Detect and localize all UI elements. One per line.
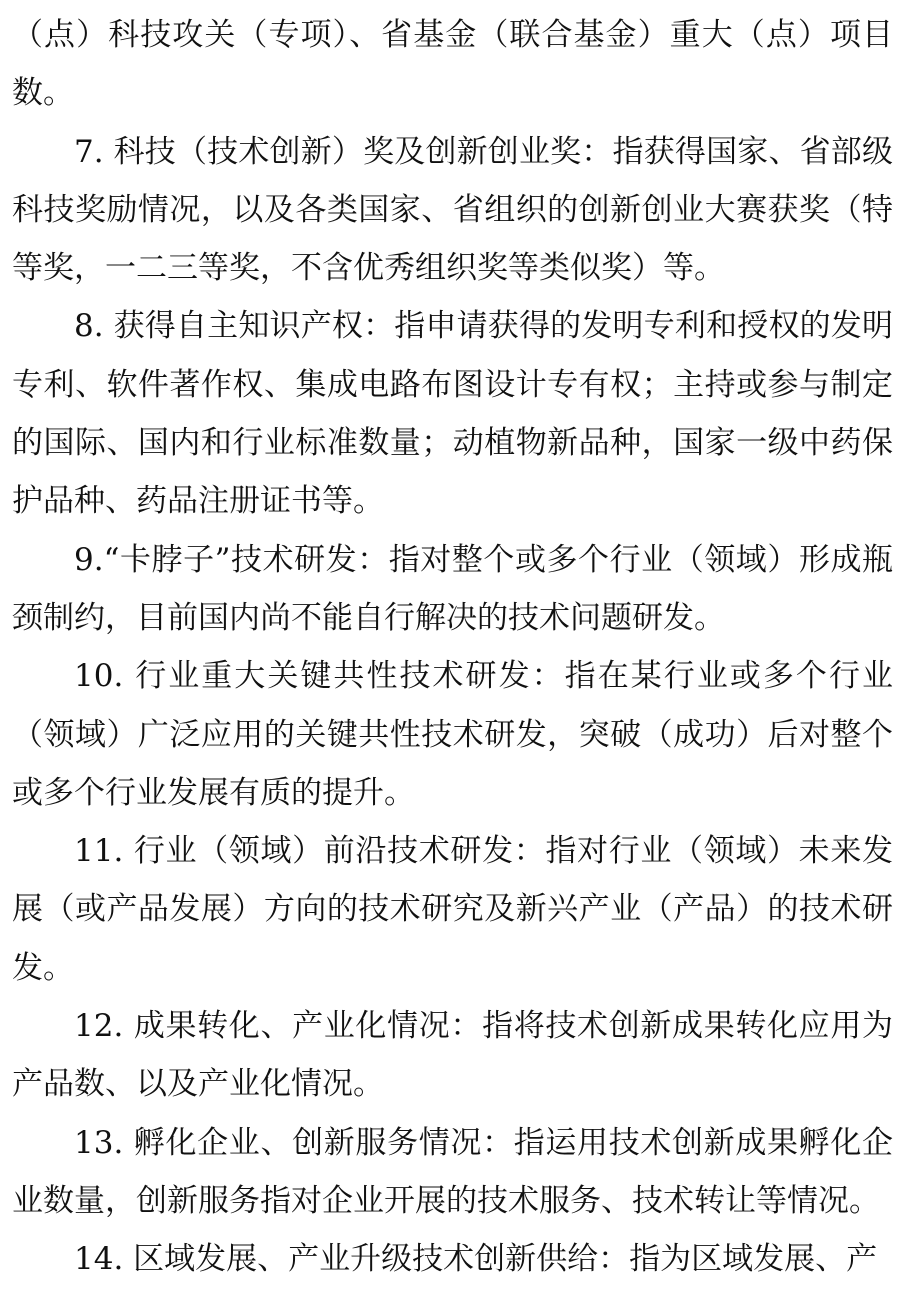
paragraph-item-12: 12. 成果转化、产业化情况：指将技术创新成果转化应用为产品数、以及产业化情况。 <box>12 1008 893 1103</box>
paragraph-item-10: 10. 行业重大关键共性技术研发：指在某行业或多个行业（领域）广泛应用的关键共性技术研发，突破（成功）后对整个或多个行业发展有质的提升。 <box>12 658 893 811</box>
paragraph-item-8: 8. 获得自主知识产权：指申请获得的发明专利和授权的发明专利、软件著作权、集成电路布图设计专有权；主持或参与制定的国际、国内和行业标准数量；动植物新品种，国家一级中药保护品种、药品注册证书等。 <box>12 308 893 520</box>
paragraph-item-13: 13. 孵化企业、创新服务情况：指运用技术创新成果孵化企业数量，创新服务指对企业开展的技术服务、技术转让等情况。 <box>12 1124 893 1219</box>
paragraph-item-9: 9.“卡脖子”技术研发：指对整个或多个行业（领域）形成瓶颈制约，目前国内尚不能自行解决的技术问题研发。 <box>12 541 893 636</box>
paragraph-item-14: 14. 区域发展、产业升级技术创新供给：指为区域发展、产 <box>74 1241 878 1278</box>
document-page <box>12 0 893 1289</box>
paragraph-item-7: 7. 科技（技术创新）奖及创新创业奖：指获得国家、省部级科技奖励情况，以及各类国家、省组织的创新创业大赛获奖（特等奖，一二三等奖，不含优秀组织奖等类似奖）等。 <box>12 133 893 287</box>
paragraph-item-11: 11. 行业（领域）前沿技术研发：指对行业（领域）未来发展（或产品发展）方向的技术研究及新兴产业（产品）的技术研发。 <box>12 833 893 986</box>
paragraph-continuation: （点）科技攻关（专项）、省基金（联合基金）重大（点）项目数。 <box>12 17 893 112</box>
